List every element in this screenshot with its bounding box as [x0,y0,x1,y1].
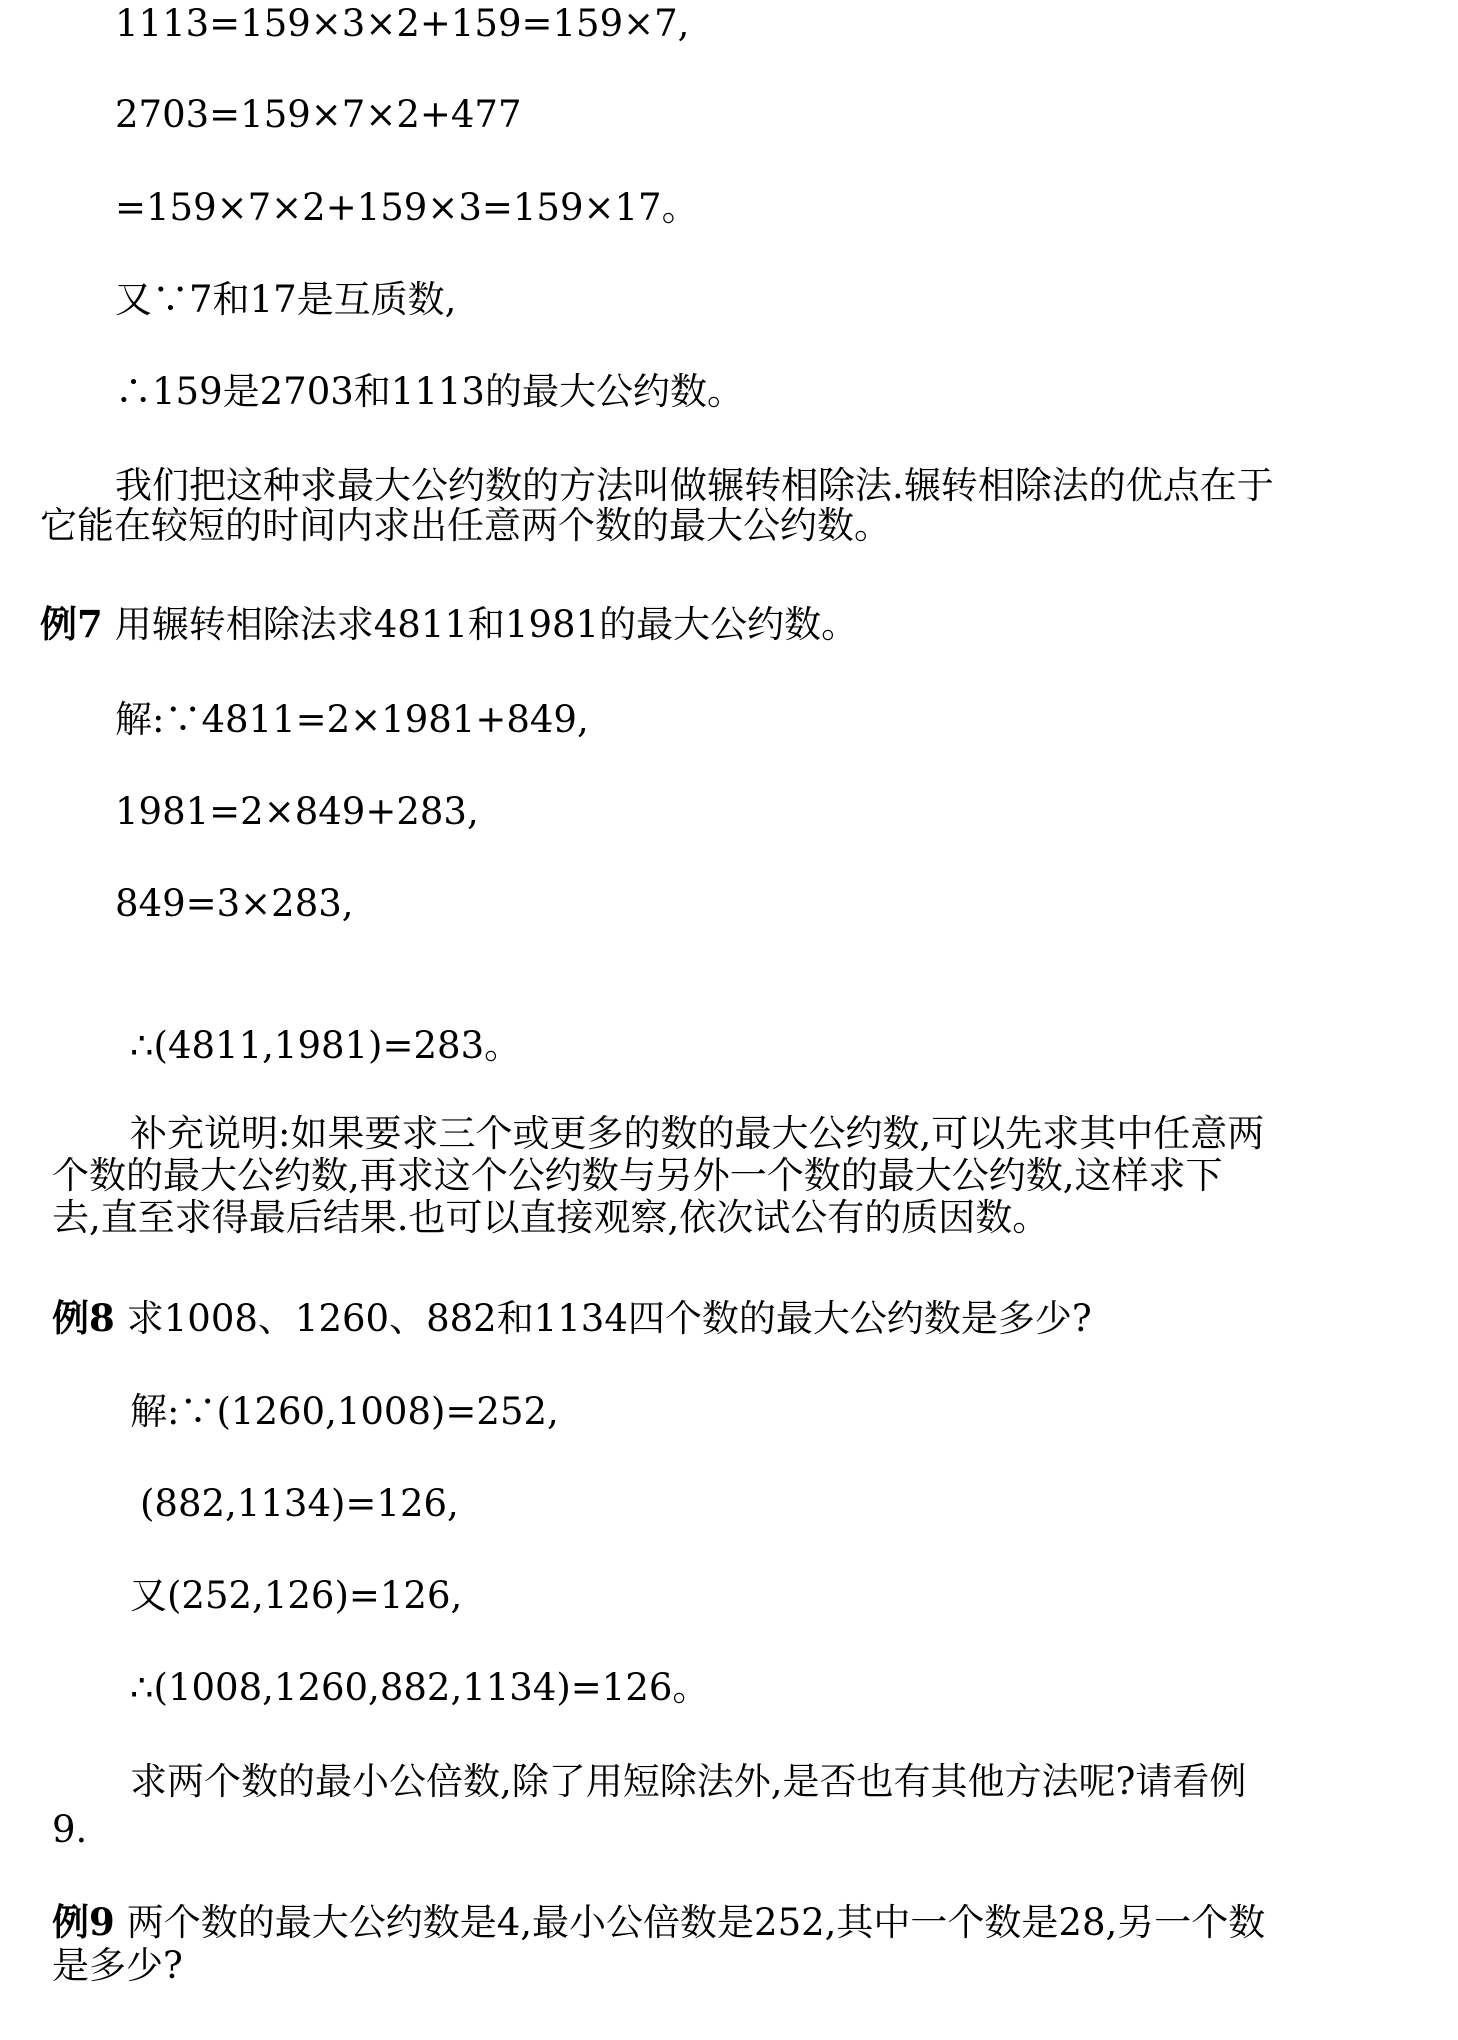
gcd-conclusion: ∴159是2703和1113的最大公约数。 [115,370,744,413]
example-8-label: 例8 [52,1296,115,1340]
coprime-statement: 又∵7和17是互质数, [115,278,457,321]
supplement-line-3: 去,直至求得最后结果.也可以直接观察,依次试公有的质因数。 [52,1196,1050,1239]
example-8-heading [52,1298,1092,1339]
supplement-line-2: 个数的最大公约数,再求这个公约数与另外一个数的最大公约数,这样求下 [52,1154,1223,1197]
equation-line-2: 2703=159×7×2+477 [115,93,522,136]
example-9-label: 例9 [52,1900,115,1944]
example-8-step-3: 又(252,126)=126, [130,1574,463,1617]
example-7-text: 用辗转相除法求4811和1981的最大公约数。 [114,603,859,646]
example-9-heading [52,1902,1265,1943]
example-7-heading [40,604,858,645]
equation-line-1: 1113=159×3×2+159=159×7, [115,2,690,45]
example-8-text: 求1008、1260、882和1134四个数的最大公约数是多少? [126,1297,1092,1340]
equation-line-3: =159×7×2+159×3=159×17。 [115,186,699,229]
example-7-label: 例7 [40,602,103,646]
method-paragraph-line-2: 它能在较短的时间内求出任意两个数的最大公约数。 [40,504,891,547]
example-8-step-2: (882,1134)=126, [140,1482,459,1525]
method-paragraph-line-1: 我们把这种求最大公约数的方法叫做辗转相除法.辗转相除法的优点在于 [115,464,1274,507]
example-7-step-3: 849=3×283, [115,882,354,925]
example-7-step-2: 1981=2×849+283, [115,790,479,833]
example-8-result: ∴(1008,1260,882,1134)=126。 [130,1666,710,1709]
supplement-line-1: 补充说明:如果要求三个或更多的数的最大公约数,可以先求其中任意两 [130,1112,1265,1155]
example-7-step-1: 解:∵4811=2×1981+849, [115,698,589,741]
example-8-step-1: 解:∵(1260,1008)=252, [130,1390,559,1433]
lcm-question-line-1: 求两个数的最小公倍数,除了用短除法外,是否也有其他方法呢?请看例 [130,1760,1247,1803]
example-9-text-line-1: 两个数的最大公约数是4,最小公倍数是252,其中一个数是28,另一个数 [126,1901,1266,1944]
lcm-question-line-2: 9. [52,1808,88,1851]
example-9-text-line-2: 是多少? [52,1944,183,1987]
example-7-result: ∴(4811,1981)=283。 [130,1024,522,1067]
